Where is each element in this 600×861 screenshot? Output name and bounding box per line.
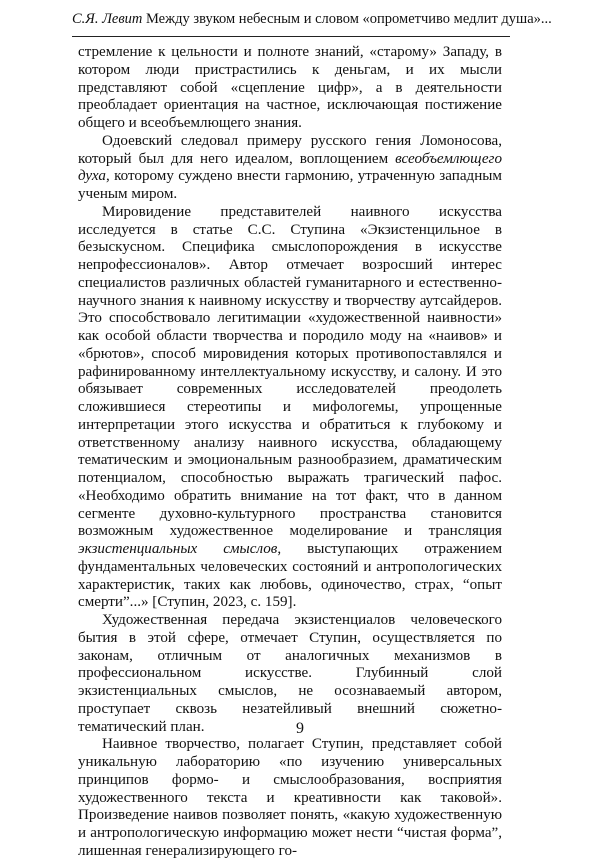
- paragraph-3-text-b: , выступающих отражением фундаментальных человеческих состояний и антропологических характеристик, таких как любовь, одиночество, страх, “опыт смерти”...» [Ступин, 2023, с. 159].: [78, 541, 502, 611]
- paragraph-2: [78, 133, 502, 204]
- body-text: [78, 44, 502, 861]
- page-number: 9: [296, 720, 304, 737]
- paragraph-1: стремление к цельности и полноте знаний, «старому» Западу, в котором люди пристрастились к деньгам, и их мысли представляют собой «сцепление цифр», а в деятельности преобладает ориентация на частное, исключающая постижение общего и всеобъемлющего знания.: [78, 44, 502, 131]
- paragraph-5: Наивное творчество, полагает Ступин, представляет собой уникальную лабораторию «по изучению универсальных принципов формо- и смыслообразования, восприятия художественного текста и креативности как таковой». Произведение наивов позволяет понять, «какую художественную и антропологическую информацию может нести “чистая форма”, лишенная генерализирующего го-: [78, 736, 502, 859]
- header-rule: [72, 36, 510, 37]
- header-author: С.Я. Левит: [72, 11, 143, 27]
- paragraph-2-text-b: , которому суждено внести гармонию, утраченную западным ученым миром.: [78, 168, 502, 202]
- paragraph-2-text-a: Одоевский следовал примеру русского гения Ломоносова, который был для него идеалом, воплощением: [78, 132, 502, 167]
- paragraph-3-text-a: Мировидение представителей наивного искусства исследуется в статье С.С. Ступина «Экзистенцильное в безыскусном. Специфика смыслопорождения в искусстве непрофессионалов». Автор отмечает возросший интерес специалистов различных областей гуманитарного и естественно-научного знания к наивному искусству и творчеству аутсайдеров. Это способствовало легитимации «художественной наивности» как особой области творчества и породило моду на «наивов» и «брютов», способ мировидения которых противопоставлялся и рафинированному интеллектуальному искусству, и салону. И это обязывает современных исследователей преодолеть сложившиеся стереотипы и мифологемы, упрощенные интерпретации этого искусства и обратиться к глубокому и ответственному анализу наивного искусства, обладающему тематическим и эмоциональным разнообразием, драматическим потенциалом, способностью выражать трагический пафос. «Необходимо обратить внимание на тот факт, что в данном сегменте духовно-культурного пространства становится возможным художественное моделирование и трансляция: [78, 203, 502, 540]
- header-title: Между звуком небесным и словом «опрометчиво медлит душа»...: [145, 11, 552, 27]
- paragraph-3: [78, 204, 502, 612]
- paragraph-3-emphasis: экзистенциальных смыслов: [78, 541, 278, 557]
- running-header: [72, 10, 552, 28]
- paragraph-4: Художественная передача экзистенциалов человеческого бытия в этой сфере, отмечает Ступин, осуществляется по законам, отличным от аналогичных механизмов в профессиональном искусстве. Глубинный слой экзистенциальных смыслов, не осознаваемый автором, проступает сквозь незатейливый внешний сюжетно-тематический план.: [78, 612, 502, 735]
- paragraph-2-emphasis: всеобъемлющего духа: [78, 150, 502, 185]
